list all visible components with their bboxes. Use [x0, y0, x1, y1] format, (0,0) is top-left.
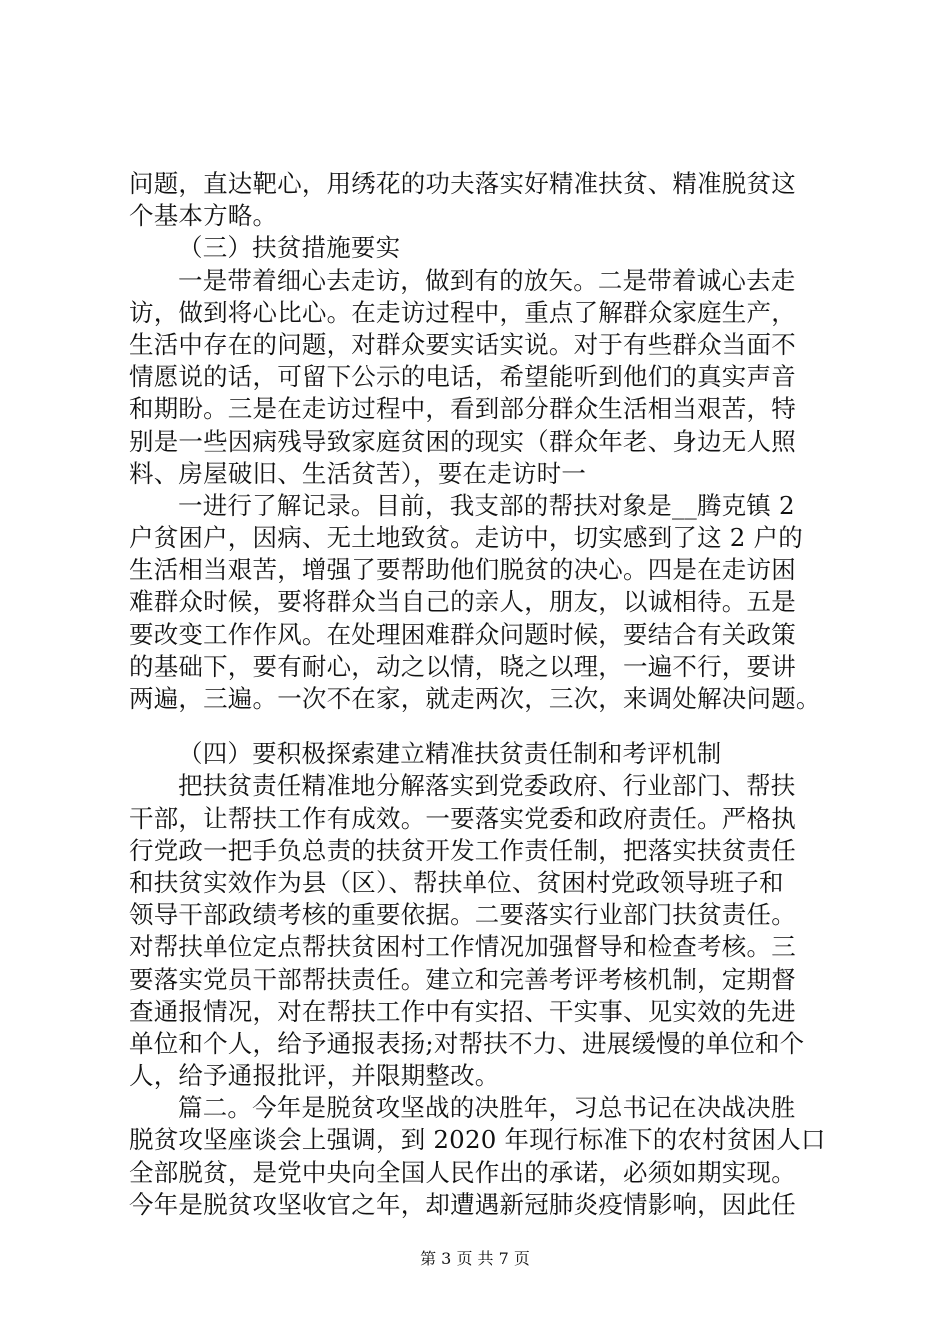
- text-line: 要改变工作作风。在处理困难群众问题时候，要结合有关政策: [129, 619, 796, 649]
- text-line: 户贫困户，因病、无土地致贫。走访中，切实感到了这 2 户的: [129, 523, 803, 553]
- text-line: 的基础下，要有耐心，动之以情，晓之以理，一遍不行，要讲: [129, 651, 796, 681]
- section-heading: （四）要积极探索建立精准扶贫责任制和考评机制: [178, 739, 722, 769]
- text-line: 情愿说的话，可留下公示的电话，希望能听到他们的真实声音: [129, 362, 796, 392]
- text-line: 干部，让帮扶工作有成效。一要落实党委和政府责任。严格执: [129, 803, 796, 833]
- text-line: 单位和个人，给予通报表扬;对帮扶不力、进展缓慢的单位和个: [129, 1028, 805, 1058]
- text-line: 全部脱贫，是党中央向全国人民作出的承诺，必须如期实现。: [129, 1157, 796, 1187]
- section-heading: （三）扶贫措施要实: [178, 233, 401, 263]
- text-line: 一是带着细心去走访，做到有的放矢。二是带着诚心去走: [178, 265, 796, 295]
- document-body: [129, 168, 829, 1221]
- text-line: 个基本方略。: [129, 201, 278, 231]
- text-line: 访，做到将心比心。在走访过程中，重点了解群众家庭生产，: [129, 297, 796, 327]
- text-line: 生活中存在的问题，对群众要实话实说。对于有些群众当面不: [129, 329, 796, 359]
- text-line: 今年是脱贫攻坚收官之年，却遭遇新冠肺炎疫情影响，因此任: [129, 1189, 796, 1219]
- text-line: 一进行了解记录。目前，我支部的帮扶对象是__腾克镇 2: [178, 490, 795, 520]
- text-line: 篇二。今年是脱贫攻坚战的决胜年，习总书记在决战决胜: [178, 1093, 796, 1123]
- text-line: 难群众时候，要将群众当自己的亲人，朋友，以诚相待。五是: [129, 587, 796, 617]
- text-line: 领导干部政绩考核的重要依据。二要落实行业部门扶贫责任。: [129, 900, 796, 930]
- text-line: 和期盼。三是在走访过程中，看到部分群众生活相当艰苦，特: [129, 394, 796, 424]
- page-number-footer: 第 3 页 共 7 页: [420, 1249, 530, 1268]
- paragraph-gap: [129, 715, 829, 738]
- text-line: 料、房屋破旧、生活贫苦），要在走访时一: [129, 458, 587, 488]
- text-line: 查通报情况，对在帮扶工作中有实招、干实事、见实效的先进: [129, 996, 796, 1026]
- text-line: 别是一些因病残导致家庭贫困的现实（群众年老、身边无人照: [129, 426, 796, 456]
- text-line: 人，给予通报批评，并限期整改。: [129, 1061, 500, 1091]
- text-line: 要落实党员干部帮扶责任。建立和完善考评考核机制，定期督: [129, 964, 796, 994]
- text-line: 和扶贫实效作为县（区）、帮扶单位、贫困村党政领导班子和: [129, 867, 784, 897]
- text-line: 脱贫攻坚座谈会上强调，到 2020 年现行标准下的农村贫困人口: [129, 1125, 826, 1155]
- text-line: 问题，直达靶心，用绣花的功夫落实好精准扶贫、精准脱贫这: [129, 169, 796, 198]
- text-line: 把扶贫责任精准地分解落实到党委政府、行业部门、帮扶: [178, 771, 796, 801]
- text-line: 两遍，三遍。一次不在家，就走两次，三次，来调处解决问题。: [129, 684, 821, 713]
- text-line: 行党政一把手负总责的扶贫开发工作责任制，把落实扶贫责任: [129, 835, 796, 865]
- text-line: 生活相当艰苦，增强了要帮助他们脱贫的决心。四是在走访困: [129, 555, 796, 585]
- text-line: 对帮扶单位定点帮扶贫困村工作情况加强督导和检查考核。三: [129, 932, 796, 962]
